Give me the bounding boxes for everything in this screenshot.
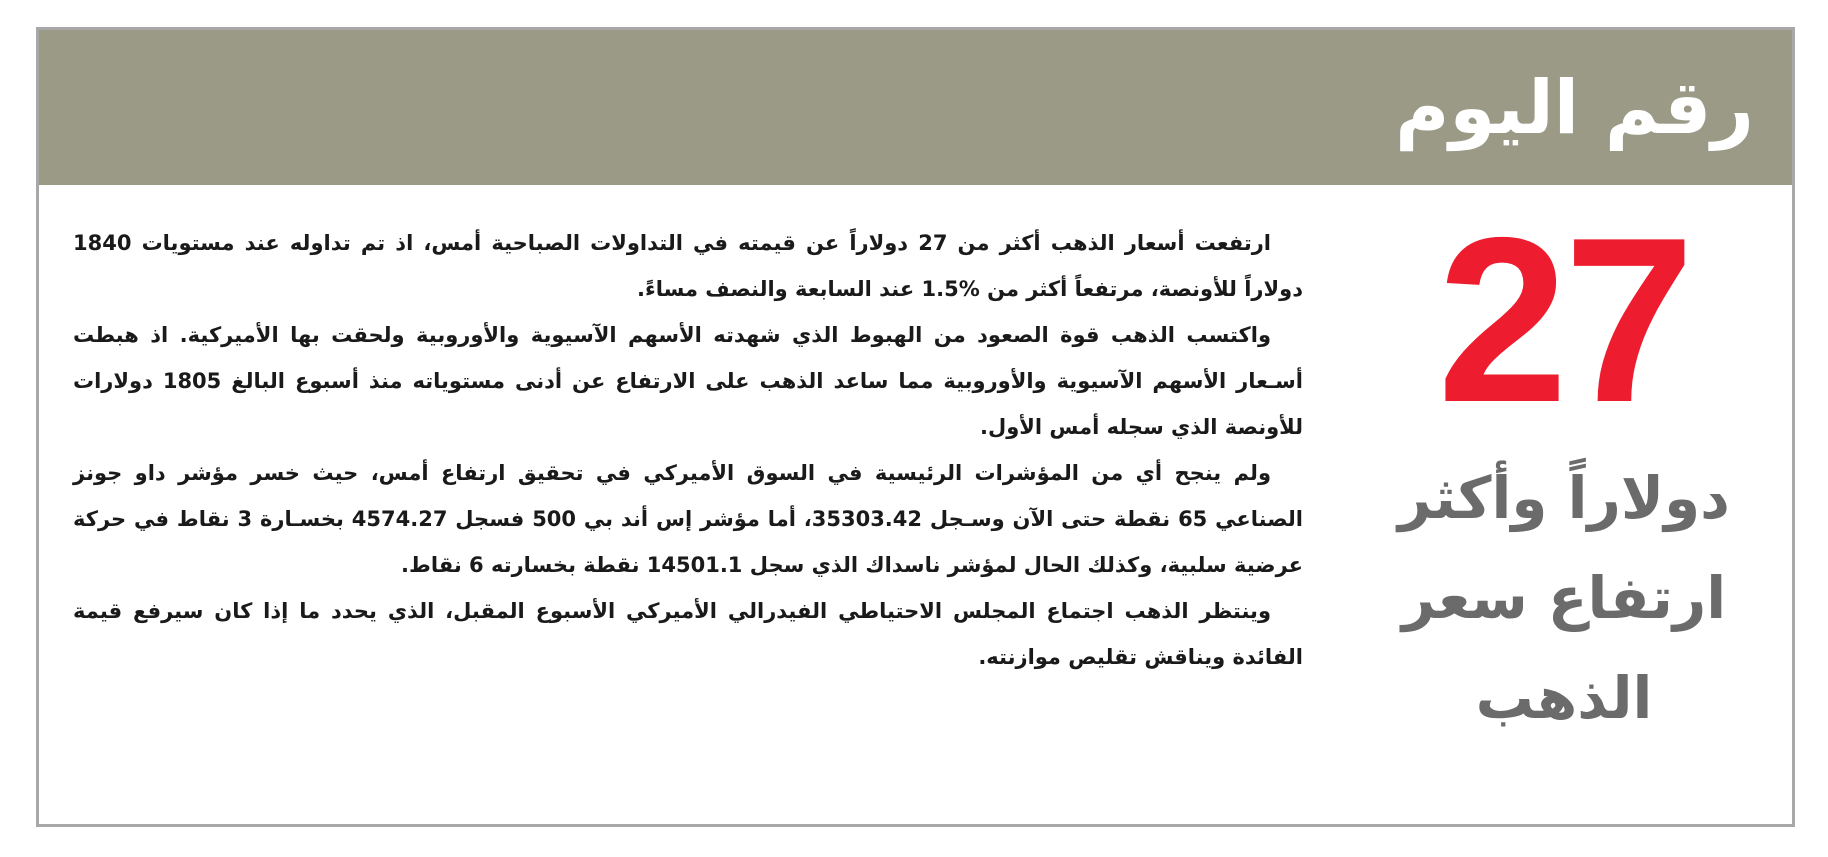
- caption-line: دولاراً وأكثر: [1398, 464, 1730, 532]
- article-paragraph: وينتظر الذهب اجتماع المجلس الاحتياطي الفيدرالي الأميركي الأسبوع المقبل، الذي يحدد ما إذا كان سيرفع قيمة الفائدة ويناقش تقليص موازنته.: [73, 599, 1303, 669]
- article-paragraph: ولم ينجح أي من المؤشرات الرئيسية في السوق الأميركي في تحقيق ارتفاع أمس، حيث خسر مؤشر داو جونز الصناعي 65 نقطة حتى الآن وسـجل 35303.42، أما مؤشر إس أند بي 500 فسجل 4574.27 بخسـارة 3 نقاط في حركة عرضية سلبية، وكذلك الحال لمؤشر ناسداك الذي سجل 14501.1 نقطة بخسارته 6 نقاط.: [73, 461, 1303, 577]
- article-body: [73, 220, 1303, 680]
- article-paragraph: واكتسب الذهب قوة الصعود من الهبوط الذي شهدته الأسهم الآسيوية والأوروبية ولحقت بها الأميركية. اذ هبطت أسـعار الأسهم الآسيوية والأوروبية مما ساعد الذهب على الارتفاع عن أدنى مستوياته منذ أسبوع البالغ 1805 دولارات للأونصة الذي سجله أمس الأول.: [73, 323, 1304, 439]
- caption-line: ارتفاع سعر: [1401, 564, 1727, 632]
- highlight-caption: [1374, 448, 1754, 748]
- highlight-number: 27: [1437, 188, 1691, 451]
- section-title: رقم اليوم: [1395, 65, 1754, 151]
- news-box: [36, 27, 1795, 827]
- highlight-panel: [1374, 188, 1754, 810]
- caption-line: الذهب: [1475, 664, 1653, 732]
- header-bar: [39, 30, 1792, 185]
- article-paragraph: ارتفعت أسعار الذهب أكثر من 27 دولاراً عن قيمته في التداولات الصباحية أمس، اذ تم تداوله عند مستويات 1840 دولاراً للأونصة، مرتفعاً أكثر من %1.5 عند السابعة والنصف مساءً.: [73, 231, 1303, 301]
